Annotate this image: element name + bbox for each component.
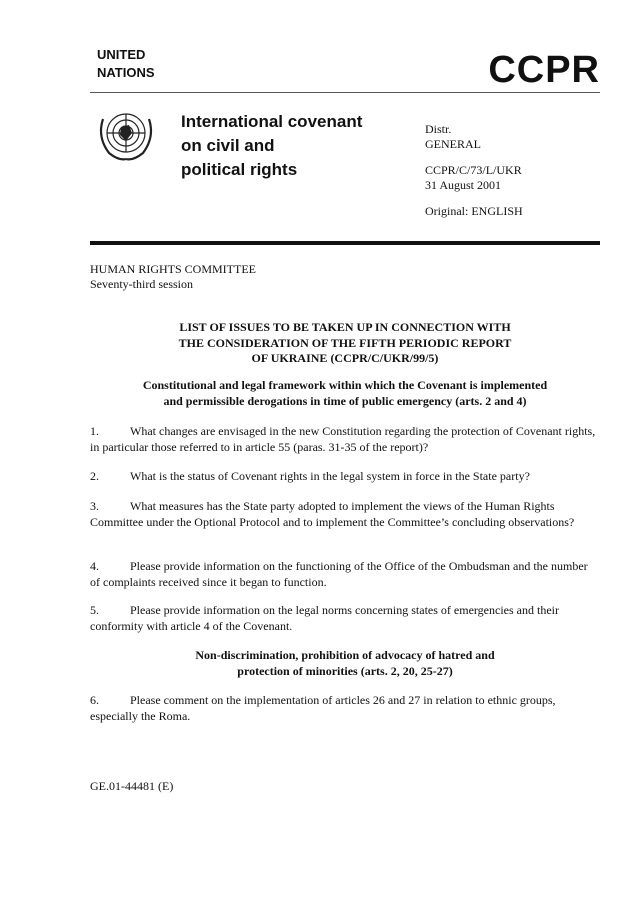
document-meta xyxy=(425,122,523,219)
title-line: on civil and xyxy=(181,136,275,155)
issue-number: 6. xyxy=(90,693,99,707)
issue-text: Please provide information on the functioning of the Office of the Ombudsman and the number of complaints received since it began to function. xyxy=(90,559,588,589)
issue-item xyxy=(90,424,600,455)
issue-item xyxy=(90,693,600,724)
section-heading-2 xyxy=(90,648,600,679)
committee-name: HUMAN RIGHTS COMMITTEE xyxy=(90,262,256,276)
org-name xyxy=(97,46,155,82)
document-code: CCPR xyxy=(488,49,600,91)
job-number-footer: GE.01-44481 (E) xyxy=(90,779,174,793)
issue-number: 5. xyxy=(90,603,99,617)
committee-block xyxy=(90,262,256,292)
doc-title-line: OF UKRAINE (CCPR/C/UKR/99/5) xyxy=(251,351,439,365)
header-bottom-rule xyxy=(90,241,600,245)
covenant-title xyxy=(181,110,362,182)
issue-text: Please comment on the implementation of articles 26 and 27 in relation to ethnic groups, especially the Roma. xyxy=(90,693,556,723)
doc-title-line: THE CONSIDERATION OF THE FIFTH PERIODIC REPORT xyxy=(178,335,512,350)
issue-number: 1. xyxy=(90,424,99,438)
title-line: political rights xyxy=(181,160,298,179)
issue-number: 4. xyxy=(90,559,99,573)
section-heading-line: Constitutional and legal framework within which the Covenant is implemented xyxy=(142,378,548,392)
original-language: Original: ENGLISH xyxy=(425,204,523,218)
distr-label: Distr. xyxy=(425,122,452,136)
doc-title-line: LIST OF ISSUES TO BE TAKEN UP IN CONNECTION WITH xyxy=(179,320,511,334)
issue-item xyxy=(90,469,600,485)
issue-item xyxy=(90,499,600,530)
issue-text: What changes are envisaged in the new Constitution regarding the protection of Covenant rights, in particular those referred to in article 55 (paras. 31-35 of the report)? xyxy=(90,424,596,454)
issue-item xyxy=(90,603,600,634)
section-heading-line: Non-discrimination, prohibition of advocacy of hatred and xyxy=(195,648,495,662)
header-divider xyxy=(90,92,600,93)
document-symbol: CCPR/C/73/L/UKR xyxy=(425,163,522,177)
section-heading-line: protection of minorities (arts. 2, 20, 25-27) xyxy=(237,663,453,678)
section-heading-line: and permissible derogations in time of public emergency (arts. 2 and 4) xyxy=(163,393,527,408)
un-emblem-icon xyxy=(95,107,157,163)
issue-number: 2. xyxy=(90,469,99,483)
org-name-line1: UNITED xyxy=(97,47,146,62)
org-name-line2: NATIONS xyxy=(97,65,155,80)
issue-item xyxy=(90,559,600,590)
section-heading-1 xyxy=(90,378,600,409)
distribution: GENERAL xyxy=(425,137,481,151)
issue-text: What measures has the State party adopted to implement the views of the Human Rights Committee under the Optional Protocol and to implement the Committee’s concluding observations? xyxy=(90,499,575,529)
issue-text: What is the status of Covenant rights in the legal system in force in the State party? xyxy=(130,469,530,483)
document-date: 31 August 2001 xyxy=(425,178,502,192)
issue-number: 3. xyxy=(90,499,99,513)
document-title xyxy=(90,320,600,367)
title-line: International covenant xyxy=(181,112,363,131)
issue-text: Please provide information on the legal norms concerning states of emergencies and their conformity with article 4 of the Covenant. xyxy=(90,603,559,633)
session-name: Seventy-third session xyxy=(90,277,193,291)
